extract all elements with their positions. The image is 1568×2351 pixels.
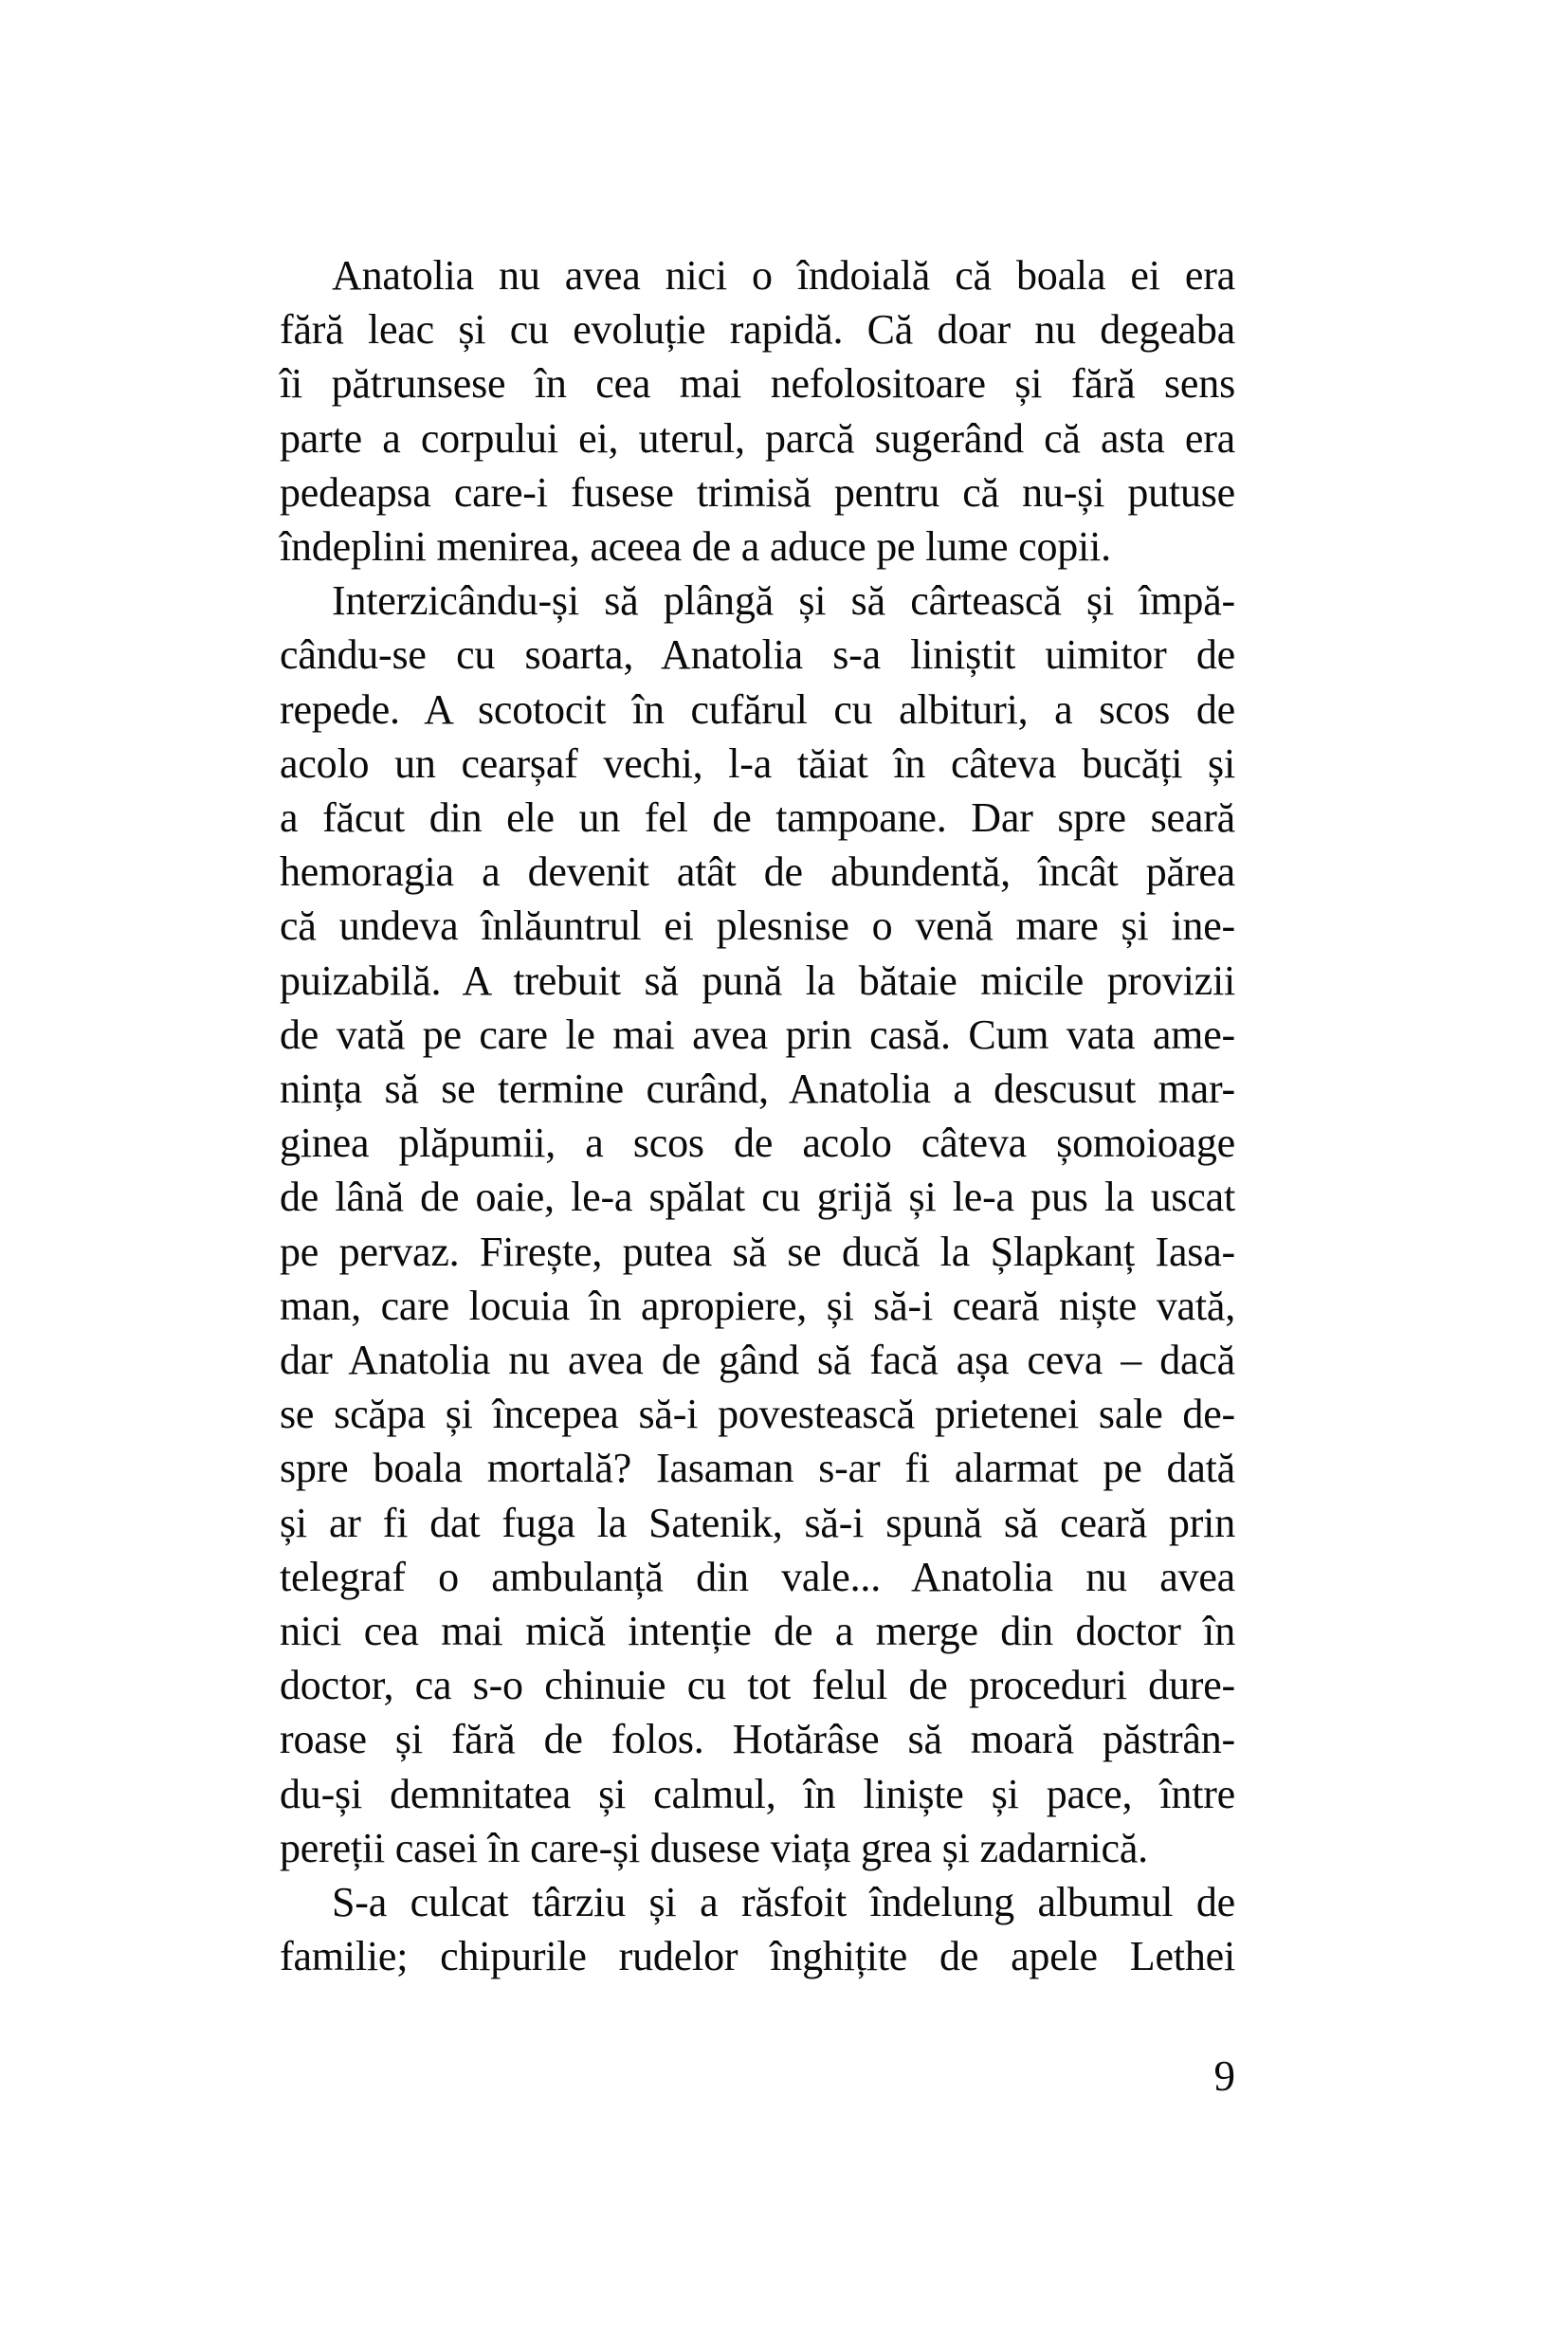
text-line: se scăpa și începea să-i povestească prietenei sale de- <box>280 1391 1235 1438</box>
text-line: pedeapsa care-i fusese trimisă pentru că nu-și putuse <box>280 468 1235 516</box>
text-line: Anatolia nu avea nici o îndoială că boala ei era <box>332 252 1235 299</box>
text-line: parte a corpului ei, uterul, parcă sugerând că asta era <box>280 414 1235 462</box>
text-line: nința să se termine curând, Anatolia a descusut mar- <box>280 1066 1235 1113</box>
text-line: că undeva înlăuntrul ei plesnise o venă mare și ine- <box>280 902 1235 950</box>
text-line: dar Anatolia nu avea de gând să facă așa ceva – dacă <box>280 1337 1235 1384</box>
paragraph <box>280 574 1235 1875</box>
text-line: pereții casei în care-și dusese viața grea și zadarnică. <box>280 1824 1148 1871</box>
text-line: de lână de oaie, le-a spălat cu grijă și le-a pus la uscat <box>280 1174 1235 1221</box>
paragraph <box>280 248 1235 574</box>
text-line: îndeplini menirea, aceea de a aduce pe lume copii. <box>280 523 1111 571</box>
text-line: și ar fi dat fuga la Satenik, să-i spună să ceară prin <box>280 1499 1235 1546</box>
text-line: S-a culcat târziu și a răsfoit îndelung albumul de <box>332 1879 1235 1926</box>
text-line: Interzicându-și să plângă și să cârtească și împă- <box>332 577 1235 625</box>
text-line: spre boala mortală? Iasaman s-ar fi alarmat pe dată <box>280 1445 1235 1492</box>
text-line: cându-se cu soarta, Anatolia s-a liniștit uimitor de <box>280 631 1235 679</box>
text-line: roase și fără de folos. Hotărâse să moară păstrân- <box>280 1716 1235 1763</box>
text-line: du-și demnitatea și calmul, în liniște și pace, între <box>280 1770 1235 1817</box>
text-line: telegraf o ambulanță din vale... Anatolia nu avea <box>280 1553 1235 1600</box>
page-number: 9 <box>1213 2052 1235 2100</box>
text-line: familie; chipurile rudelor înghițite de apele Lethei <box>280 1933 1235 1980</box>
text-line: puizabilă. A trebuit să pună la bătaie micile provizii <box>280 957 1235 1004</box>
text-line: acolo un cearșaf vechi, l-a tăiat în câteva bucăți și <box>280 739 1235 787</box>
text-line: a făcut din ele un fel de tampoane. Dar spre seară <box>280 794 1235 842</box>
text-line: de vată pe care le mai avea prin casă. Cum vata ame- <box>280 1011 1235 1058</box>
text-line: fără leac și cu evoluție rapidă. Că doar nu degeaba <box>280 306 1235 354</box>
text-line: man, care locuia în apropiere, și să-i ceară niște vată, <box>280 1282 1235 1329</box>
text-line: ginea plăpumii, a scos de acolo câteva șomoioage <box>280 1120 1235 1167</box>
text-line: doctor, ca s-o chinuie cu tot felul de proceduri dure- <box>280 1662 1235 1709</box>
text-line: repede. A scotocit în cufărul cu albituri, a scos de <box>280 685 1235 733</box>
text-line: pe pervaz. Firește, putea să se ducă la Șlapkanț Iasa- <box>280 1228 1235 1275</box>
text-block <box>280 248 1235 1984</box>
text-line: îi pătrunsese în cea mai nefolositoare și fără sens <box>280 360 1235 408</box>
text-line: nici cea mai mică intenție de a merge din doctor în <box>280 1608 1235 1655</box>
paragraph <box>280 1875 1235 1983</box>
text-line: hemoragia a devenit atât de abundentă, încât părea <box>280 848 1235 896</box>
